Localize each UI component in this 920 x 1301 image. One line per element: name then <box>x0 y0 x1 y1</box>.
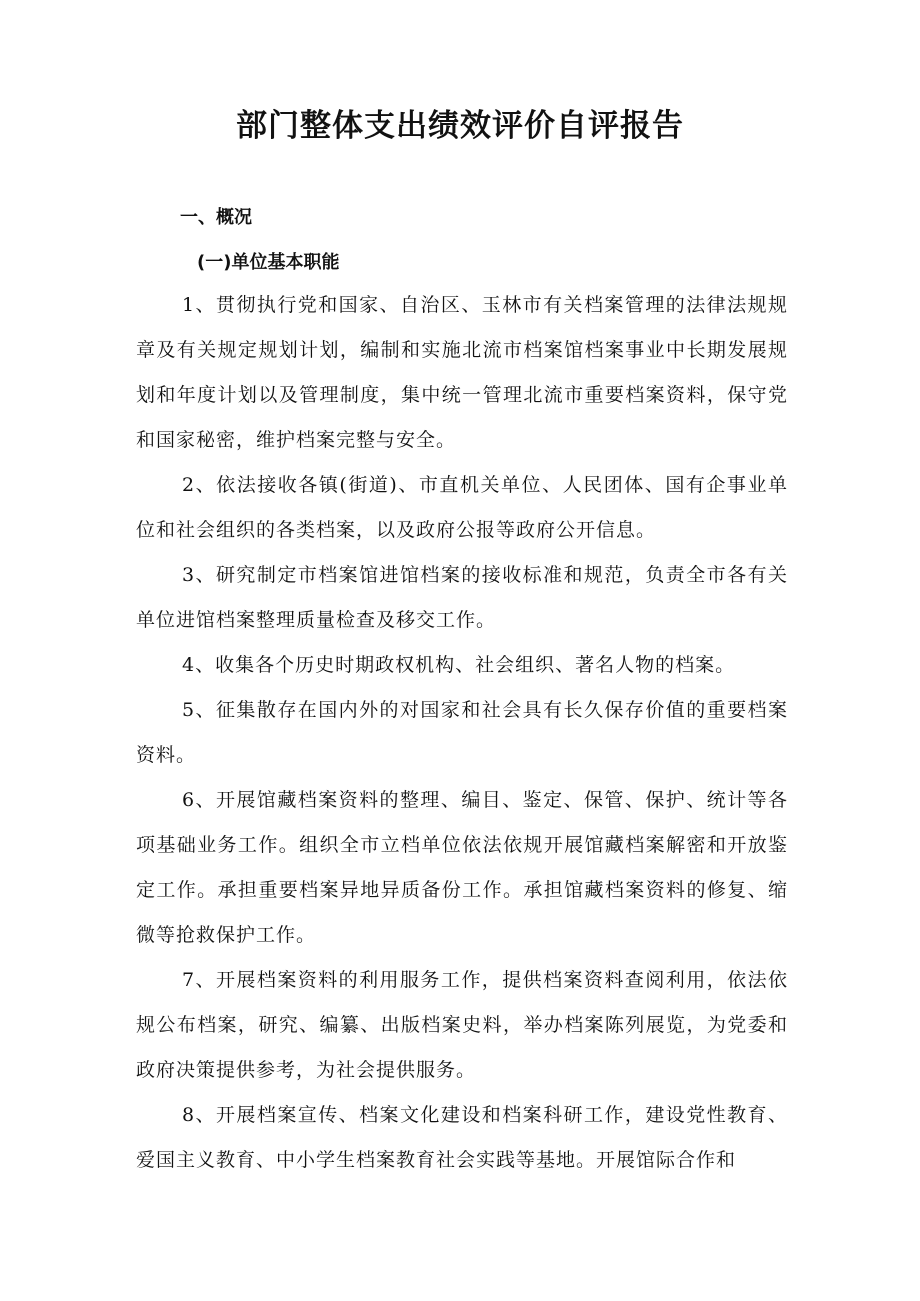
paragraph-item-8: 8、开展档案宣传、档案文化建设和档案科研工作，建设党性教育、爱国主义教育、中小学生档案教育社会实践等基地。开展馆际合作和 <box>136 1104 788 1171</box>
paragraph-item-3: 3、研究制定市档案馆进馆档案的接收标准和规范，负责全市各有关单位进馆档案整理质量检查及移交工作。 <box>136 564 788 631</box>
paragraph-item-7: 7、开展档案资料的利用服务工作，提供档案资料查阅利用，依法依规公布档案，研究、编纂、出版档案史料，举办档案陈列展览，为党委和政府决策提供参考，为社会提供服务。 <box>136 969 788 1081</box>
document-title: 部门整体支出绩效评价自评报告 <box>236 108 684 144</box>
paragraph-item-1: 1、贯彻执行党和国家、自治区、玉林市有关档案管理的法律法规规章及有关规定规划计划，编制和实施北流市档案馆档案事业中长期发展规划和年度计划以及管理制度，集中统一管理北流市重要档案资料，保守党和国家秘密，维护档案完整与安全。 <box>136 294 788 451</box>
paragraph-item-4: 4、收集各个历史时期政权机构、社会组织、著名人物的档案。 <box>182 654 736 676</box>
subsection-heading: (一)单位基本职能 <box>197 252 340 273</box>
paragraph-item-2: 2、依法接收各镇(街道)、市直机关单位、人民团体、国有企事业单位和社会组织的各类档案，以及政府公报等政府公开信息。 <box>136 474 788 541</box>
section-heading: 一、概况 <box>180 207 252 228</box>
paragraph-item-6: 6、开展馆藏档案资料的整理、编目、鉴定、保管、保护、统计等各项基础业务工作。组织全市立档单位依法依规开展馆藏档案解密和开放鉴定工作。承担重要档案异地异质备份工作。承担馆藏档案资料的修复、缩微等抢救保护工作。 <box>136 789 788 946</box>
paragraph-item-5: 5、征集散存在国内外的对国家和社会具有长久保存价值的重要档案资料。 <box>136 699 788 766</box>
